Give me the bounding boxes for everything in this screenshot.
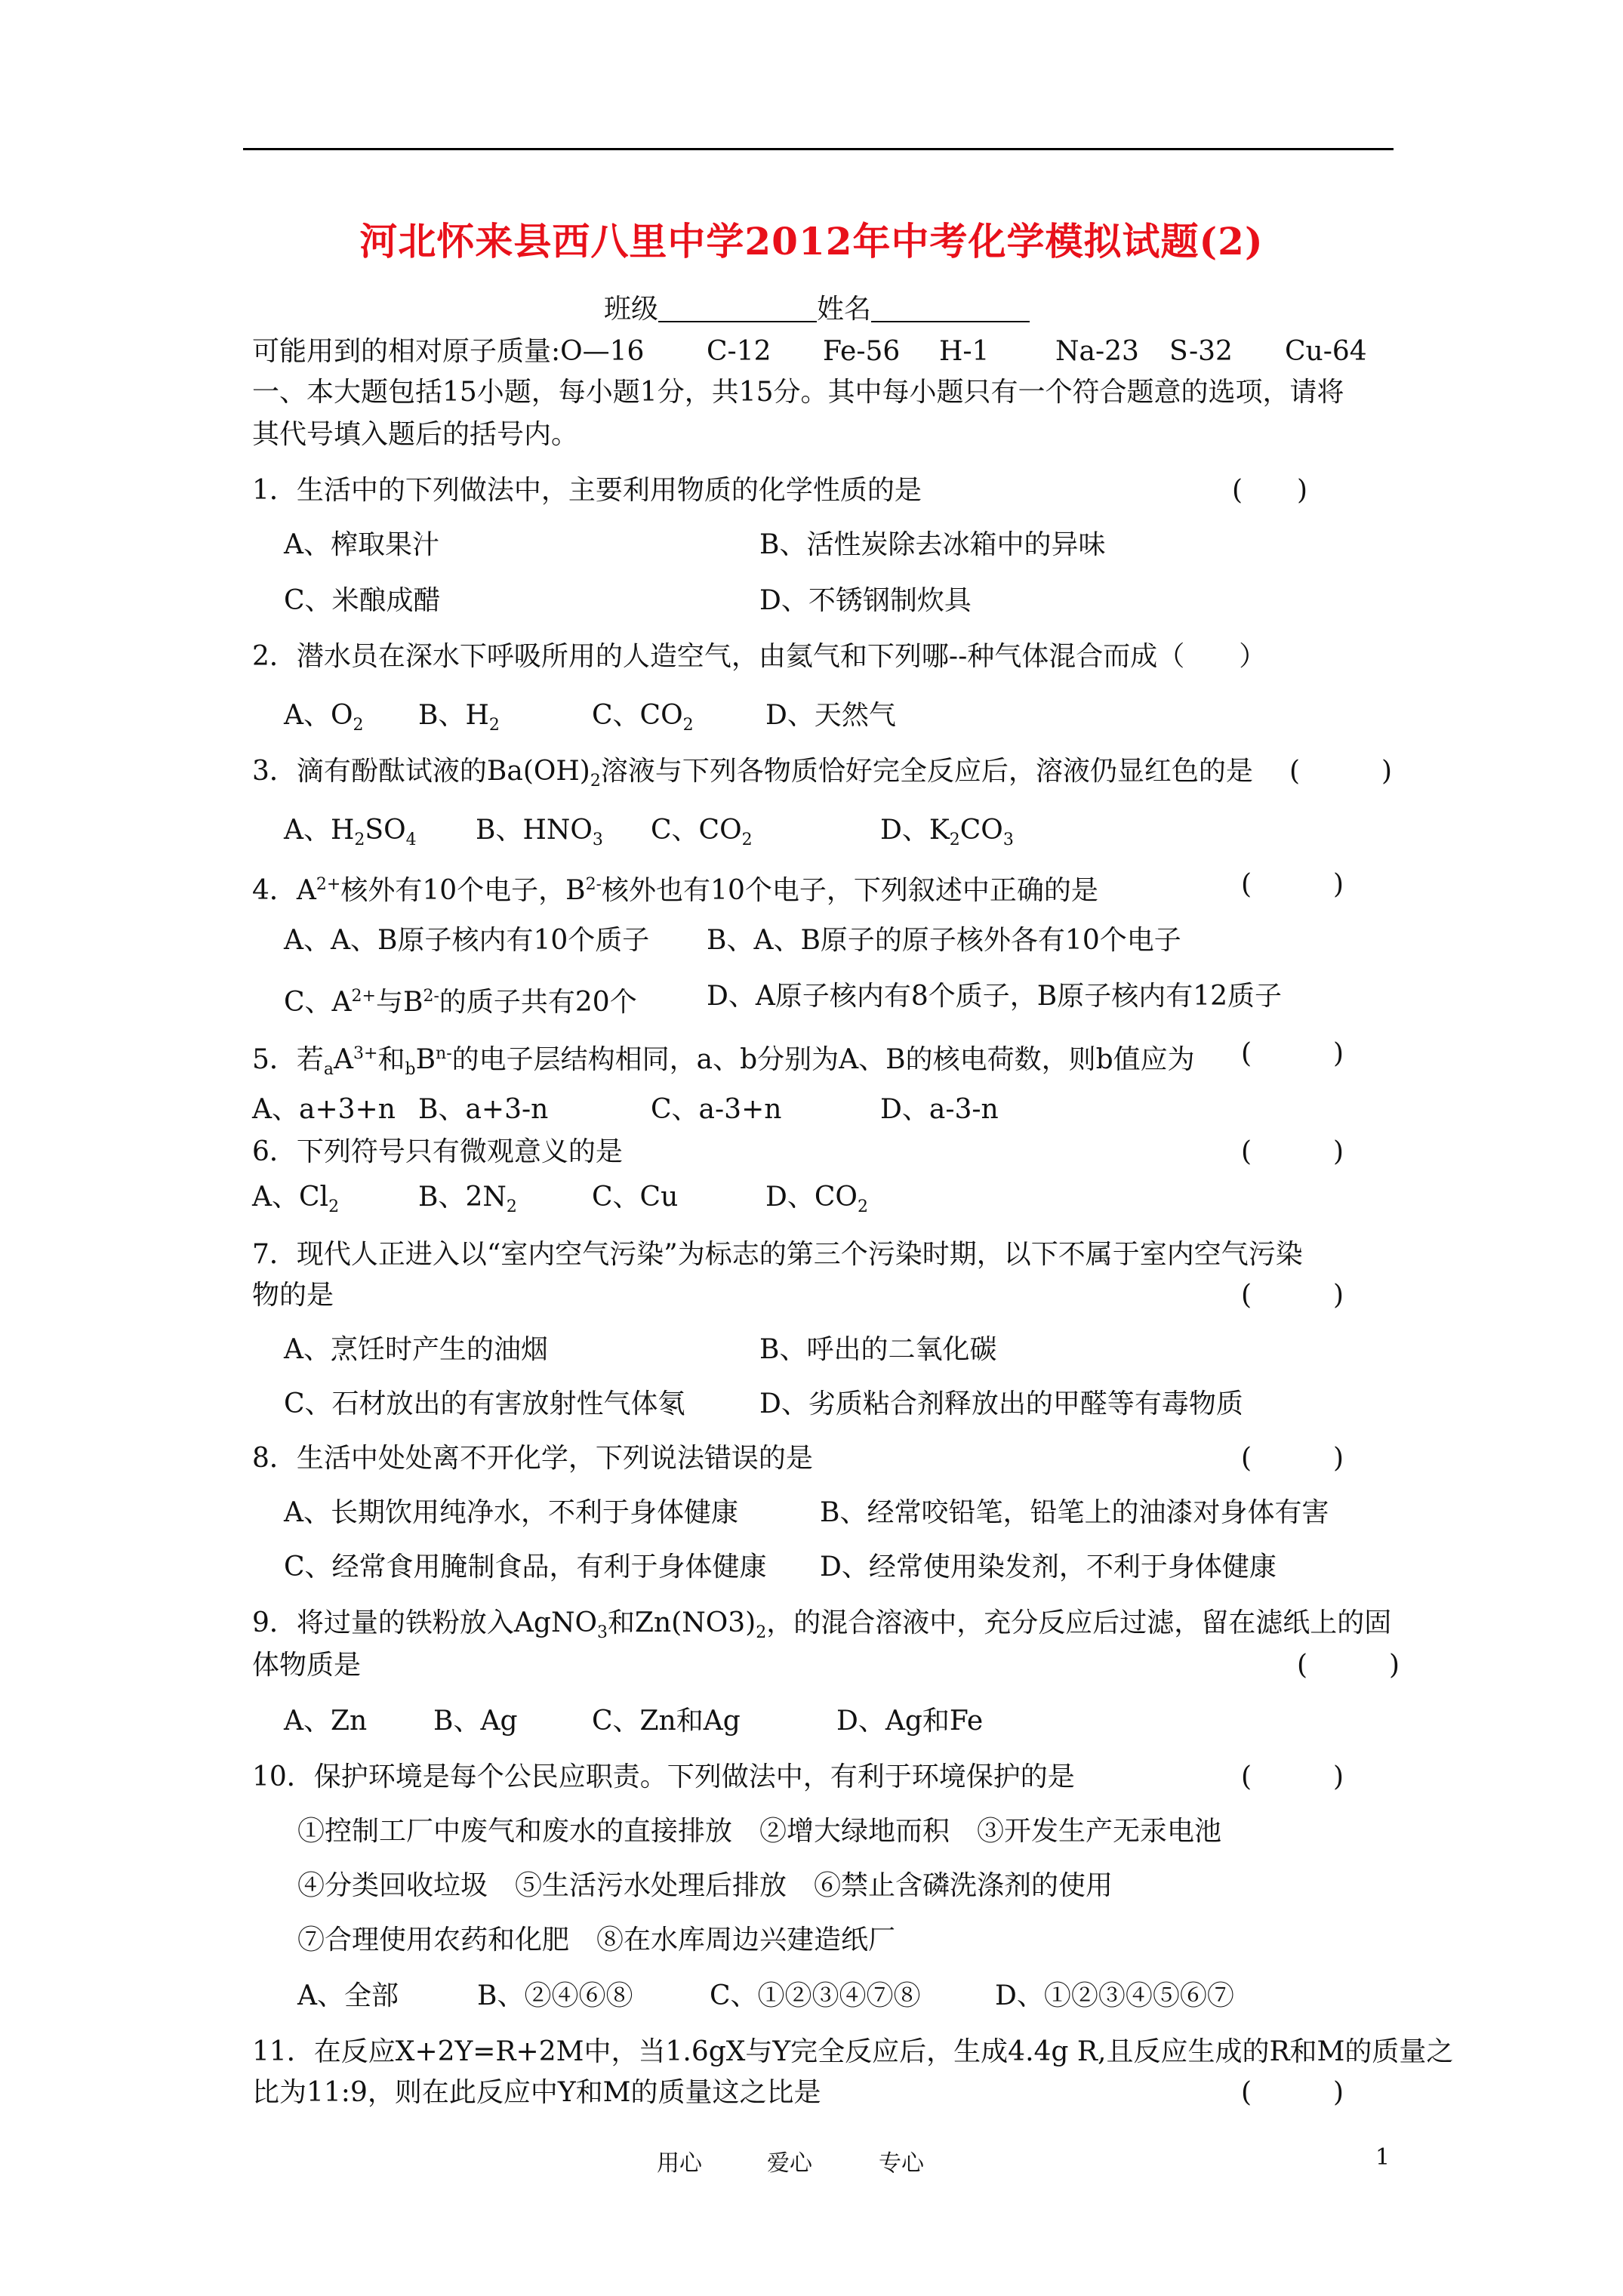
q9-option-d: D、Ag和Fe xyxy=(836,1706,984,1737)
q2-stem: 2．潜水员在深水下呼吸所用的人造空气，由氦气和下列哪--种气体混合而成（ ） xyxy=(252,641,1267,672)
q4-stem-a: 4．A xyxy=(252,875,316,906)
q3-c-pre: C、CO xyxy=(651,815,742,846)
q10-statements-row2: ④分类回收垃圾 ⑤生活污水处理后排放 ⑥禁止含磷洗涤剂的使用 xyxy=(297,1870,1113,1901)
section-instruction-line2: 其代号填入题后的括号内。 xyxy=(252,419,579,450)
atomic-mass-2: Fe-56 xyxy=(823,336,901,367)
q4-option-b: B、A、B原子的原子核外各有10个电子 xyxy=(707,925,1181,956)
q5-option-c: C、a-3+n xyxy=(651,1094,782,1125)
q5-stem-a: 5．若 xyxy=(252,1044,324,1075)
q7-option-c: C、石材放出的有害放射性气体氡 xyxy=(284,1388,685,1419)
page-title: 河北怀来县西八里中学2012年中考化学模拟试题(2) xyxy=(359,219,1264,264)
q6-option-a xyxy=(252,1181,339,1224)
q5-stem-c: 和 xyxy=(377,1044,405,1075)
q10-option-b: B、②④⑥⑧ xyxy=(477,1980,633,2011)
q3-a-pre: A、H xyxy=(284,815,355,846)
atomic-mass-1: C-12 xyxy=(707,336,771,367)
q3-option-b xyxy=(476,814,603,857)
q1-option-c: C、米酿成醋 xyxy=(284,585,441,616)
q10-option-d: D、①②③④⑤⑥⑦ xyxy=(995,1980,1234,2011)
q3-stem-sub: 2 xyxy=(590,772,601,791)
q4-stem-b: 核外有10个电子，B xyxy=(340,875,586,906)
q5-stem-sup2: n- xyxy=(436,1044,452,1063)
q4-option-c xyxy=(284,980,637,1019)
q4-c-mid: 与B xyxy=(375,987,423,1018)
q4-option-d: D、A原子核内有8个质子，B原子核内有12质子 xyxy=(707,981,1283,1012)
q7-option-a: A、烹饪时产生的油烟 xyxy=(284,1334,548,1365)
q9-option-b: B、Ag xyxy=(433,1706,518,1737)
q5-stem-b: A xyxy=(334,1044,354,1075)
atomic-mass-6: Cu-64 xyxy=(1285,336,1367,367)
q9-stem-line2: 体物质是 xyxy=(252,1650,362,1681)
q3-answer-paren: ( ) xyxy=(1289,756,1393,787)
atomic-mass-line xyxy=(252,335,644,368)
q6-stem: 6．下列符号只有微观意义的是 xyxy=(252,1136,623,1167)
q2-b-text: B、H xyxy=(418,700,489,731)
q5-stem-sub2: b xyxy=(405,1060,416,1080)
q6-d-sub: 2 xyxy=(857,1197,868,1217)
q1-stem: 1．生活中的下列做法中，主要利用物质的化学性质的是 xyxy=(252,475,922,506)
q2-b-sub: 2 xyxy=(488,716,500,735)
q10-stem: 10．保护环境是每个公民应职责。下列做法中，有利于环境保护的是 xyxy=(252,1761,1075,1792)
q5-stem-d: B xyxy=(415,1044,436,1075)
atomic-mass-4: Na-23 xyxy=(1055,336,1139,367)
q9-stem-line1 xyxy=(252,1607,1391,1650)
q9-line1-pre: 9．将过量的铁粉放入AgNO xyxy=(252,1607,597,1638)
q3-d-mid: CO xyxy=(959,815,1003,846)
q3-option-a xyxy=(284,814,417,857)
q10-statements-row1: ①控制工厂中废气和废水的直接排放 ②增大绿地而积 ③开发生产无汞电池 xyxy=(297,1816,1222,1847)
footer-word-1: 用心 xyxy=(657,2150,702,2177)
q1-answer-paren: ( ) xyxy=(1232,475,1308,506)
q5-stem-sub1: a xyxy=(323,1060,334,1080)
q7-answer-paren: ( ) xyxy=(1241,1280,1344,1311)
q3-d-sub2: 3 xyxy=(1002,831,1014,850)
q4-stem-sup1: 2+ xyxy=(316,875,341,894)
atomic-mass-0: 可能用到的相对原子质量:O—16 xyxy=(252,336,645,367)
q2-c-sub: 2 xyxy=(682,716,694,735)
q4-stem xyxy=(252,868,1098,908)
name-blank xyxy=(871,294,1030,322)
q8-option-c: C、经常食用腌制食品，有利于身体健康 xyxy=(284,1552,767,1583)
q10-option-c: C、①②③④⑦⑧ xyxy=(710,1980,921,2011)
q3-b-sub: 3 xyxy=(592,831,603,850)
q11-stem-line1: 11．在反应X+2Y=R+2M中，当1.6gX与Y完全反应后，生成4.4g R,且反应生成的R和M的质量之 xyxy=(252,2036,1454,2067)
q6-d-pre: D、CO xyxy=(765,1182,858,1213)
q4-c-sup2: 2- xyxy=(423,987,439,1006)
q6-option-d xyxy=(765,1181,868,1224)
q9-line1-sub1: 3 xyxy=(596,1623,608,1643)
q3-stem-post: 溶液与下列各物质恰好完全反应后，溶液仍显红色的是 xyxy=(600,756,1253,787)
q7-option-d: D、劣质粘合剂释放出的甲醛等有毒物质 xyxy=(759,1388,1243,1419)
q8-option-d: D、经常使用染发剂，不利于身体健康 xyxy=(820,1552,1277,1583)
footer-word-3: 专心 xyxy=(879,2150,924,2177)
q9-line1-post: ，的混合溶液中，充分反应后过滤，留在滤纸上的固 xyxy=(766,1607,1392,1638)
q7-stem-line1: 7．现代人正进入以“室内空气污染”为标志的第三个污染时期，以下不属于室内空气污染 xyxy=(252,1239,1303,1270)
q7-option-b: B、呼出的二氧化碳 xyxy=(759,1334,997,1365)
atomic-mass-3: H-1 xyxy=(939,336,990,367)
q4-option-a: A、A、B原子核内有10个质子 xyxy=(284,925,650,956)
q5-answer-paren: ( ) xyxy=(1241,1038,1344,1069)
q5-option-b: B、a+3-n xyxy=(418,1094,549,1125)
q9-line1-mid: 和Zn(NO3) xyxy=(607,1607,756,1638)
atomic-mass-5: S-32 xyxy=(1169,336,1233,367)
q4-c-sup1: 2+ xyxy=(351,987,376,1006)
q5-stem-sup1: 3+ xyxy=(353,1044,378,1063)
q3-b-pre: B、HNO xyxy=(476,815,593,846)
q4-c-pre: C、A xyxy=(284,987,352,1018)
q11-answer-paren: ( ) xyxy=(1241,2077,1344,2108)
q3-d-sub1: 2 xyxy=(949,831,960,850)
q2-a-sub: 2 xyxy=(353,716,364,735)
q8-option-b: B、经常咬铅笔，铅笔上的油漆对身体有害 xyxy=(820,1497,1329,1528)
q7-stem-line2: 物的是 xyxy=(252,1280,334,1311)
q2-a-text: A、O xyxy=(284,700,353,731)
name-label: 姓名 xyxy=(817,294,872,325)
q6-option-c: C、Cu xyxy=(592,1182,679,1213)
q8-stem: 8．生活中处处离不开化学，下列说法错误的是 xyxy=(252,1443,813,1474)
q10-answer-paren: ( ) xyxy=(1241,1761,1344,1792)
q2-option-b xyxy=(418,699,500,742)
footer-word-2: 爱心 xyxy=(767,2150,812,2177)
q2-c-text: C、CO xyxy=(592,700,683,731)
q1-option-d: D、不锈钢制炊具 xyxy=(759,585,972,616)
q6-a-pre: A、Cl xyxy=(252,1182,329,1213)
section-instruction-line1: 一、本大题包括15小题，每小题1分，共15分。其中每小题只有一个符合题意的选项，请将 xyxy=(252,377,1344,408)
q3-a-mid: SO xyxy=(365,815,406,846)
class-blank xyxy=(658,294,817,322)
q3-a-sub2: 4 xyxy=(405,831,417,850)
q3-stem-pre: 3．滴有酚酞试液的Ba(OH) xyxy=(252,756,590,787)
q10-option-a: A、全部 xyxy=(297,1980,399,2011)
q11-stem-line2: 比为11:9，则在此反应中Y和M的质量这之比是 xyxy=(252,2077,821,2108)
q3-option-c xyxy=(651,814,753,857)
q8-answer-paren: ( ) xyxy=(1241,1443,1344,1474)
q2-option-c xyxy=(592,699,694,742)
q4-stem-sup2: 2- xyxy=(585,875,602,894)
q10-statements-row3: ⑦合理使用农药和化肥 ⑧在水库周边兴建造纸厂 xyxy=(297,1925,896,1955)
q1-option-b: B、活性炭除去冰箱中的异味 xyxy=(759,529,1106,560)
q3-option-d xyxy=(880,814,1014,857)
q4-c-post: 的质子共有20个 xyxy=(439,987,637,1018)
q6-b-pre: B、2N xyxy=(418,1182,507,1213)
q5-option-a: A、a+3+n xyxy=(252,1094,396,1125)
q9-option-a: A、Zn xyxy=(284,1706,368,1737)
q4-stem-c: 核外也有10个电子，下列叙述中正确的是 xyxy=(602,875,1098,906)
q1-option-a: A、榨取果汁 xyxy=(284,529,439,560)
page-number: 1 xyxy=(1375,2144,1390,2171)
class-label: 班级 xyxy=(604,294,659,325)
q3-stem xyxy=(252,755,1253,798)
q5-option-d: D、a-3-n xyxy=(880,1094,999,1125)
q9-answer-paren: ( ) xyxy=(1297,1650,1400,1681)
q5-stem-e: 的电子层结构相同，a、b分别为A、B的核电荷数，则b值应为 xyxy=(451,1044,1195,1075)
header-rule xyxy=(243,148,1394,150)
q3-d-pre: D、K xyxy=(880,815,950,846)
student-info-line xyxy=(604,293,1030,326)
q6-option-b xyxy=(418,1181,517,1224)
q8-option-a: A、长期饮用纯净水，不利于身体健康 xyxy=(284,1497,738,1528)
q4-answer-paren: ( ) xyxy=(1241,869,1344,900)
q3-c-sub: 2 xyxy=(741,831,753,850)
q2-option-a xyxy=(284,699,364,742)
q6-answer-paren: ( ) xyxy=(1241,1136,1344,1167)
q6-a-sub: 2 xyxy=(328,1197,340,1217)
q9-option-c: C、Zn和Ag xyxy=(592,1706,741,1737)
q2-option-d: D、天然气 xyxy=(765,700,896,731)
q6-b-sub: 2 xyxy=(506,1197,517,1217)
q5-stem xyxy=(252,1037,1195,1086)
q9-line1-sub2: 2 xyxy=(756,1623,767,1643)
q3-a-sub1: 2 xyxy=(354,831,365,850)
